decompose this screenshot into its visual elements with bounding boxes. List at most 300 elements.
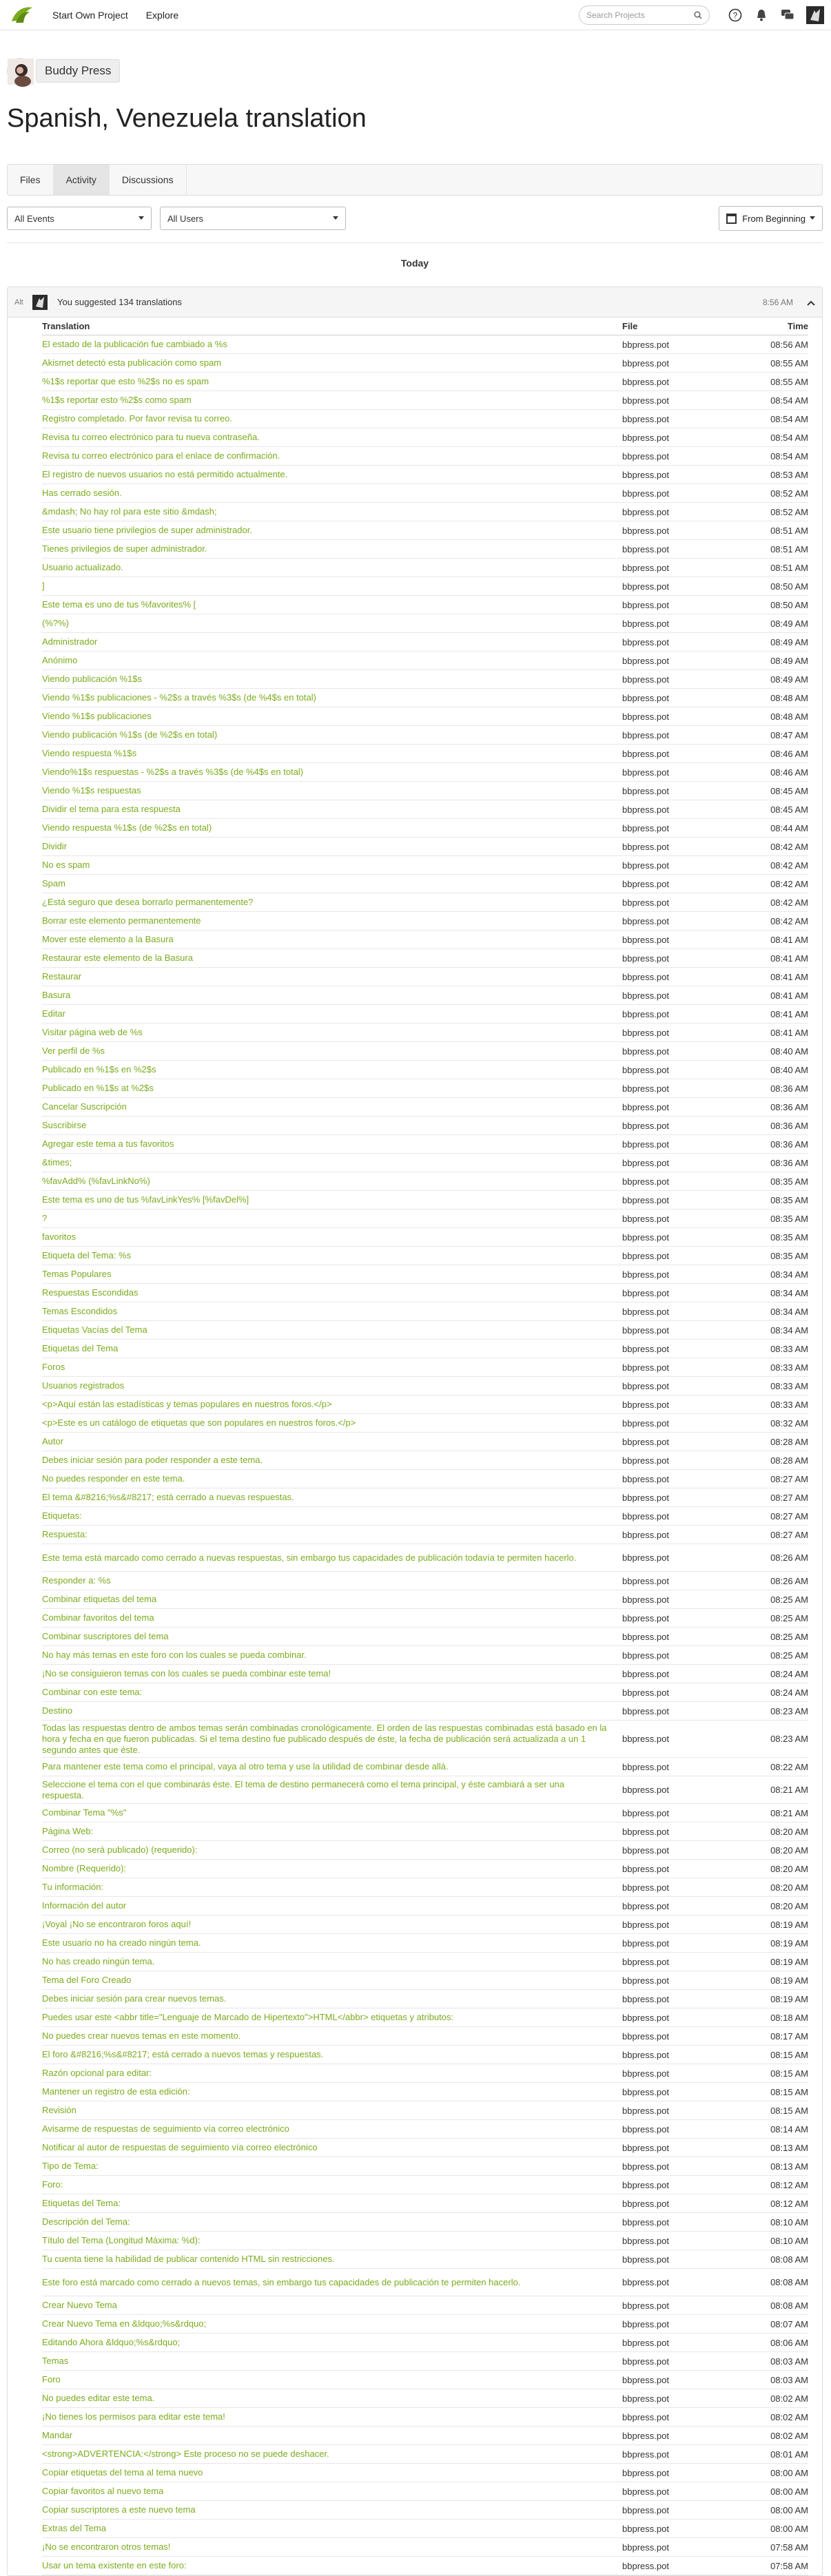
messages-icon[interactable] [777, 5, 798, 25]
translation-link[interactable]: Restaurar este elemento de la Basura [42, 953, 193, 963]
translation-link[interactable]: Registro completado. Por favor revisa tu correo. [42, 413, 233, 424]
translation-link[interactable]: ¡No se encontraron otros temas! [42, 2542, 171, 2552]
translation-link[interactable]: Este tema es uno de tus %favorites% [ [42, 599, 196, 610]
table-row [42, 1590, 808, 1609]
file-name: bbpress.pot [622, 1863, 669, 1874]
file-name: bbpress.pot [622, 2318, 669, 2329]
translation-link[interactable]: Copiar favoritos al nuevo tema [42, 2486, 164, 2496]
translation-link[interactable]: Combinar suscriptores del tema [42, 1631, 169, 1641]
row-time: 08:40 AM [770, 1046, 808, 1057]
translation-link[interactable]: No puedes crear nuevos temas en este momento. [42, 2030, 241, 2041]
row-time: 08:35 AM [770, 1194, 808, 1205]
translation-link[interactable]: Visitar página web de %s [42, 1027, 143, 1037]
translation-link[interactable]: Mantener un registro de esta edición: [42, 2086, 190, 2097]
translation-link[interactable]: ] [42, 581, 45, 591]
translation-link[interactable]: Publicado en %1$s en %2$s [42, 1064, 156, 1074]
file-name: bbpress.pot [622, 1650, 669, 1661]
row-time: 08:17 AM [770, 2030, 808, 2042]
row-time: 08:00 AM [770, 2523, 808, 2534]
bell-icon[interactable] [751, 5, 772, 25]
translation-link[interactable]: <p>Aquí están las estadísticas y temas populares en nuestros foros.</p> [42, 1399, 332, 1409]
translation-link[interactable]: %1$s reportar esto %2$s como spam [42, 395, 192, 405]
translation-link[interactable]: ? [42, 1213, 48, 1223]
table-row [42, 1302, 808, 1321]
top-navigation [0, 0, 831, 30]
table-row [42, 2194, 808, 2213]
file-name: bbpress.pot [622, 2012, 669, 2023]
table-row [42, 893, 808, 912]
logo-icon[interactable] [7, 3, 37, 27]
translation-link[interactable]: Etiqueta del Tema: %s [42, 1250, 132, 1260]
file-name: bbpress.pot [622, 1919, 669, 1930]
project-name[interactable]: Buddy Press [36, 59, 120, 83]
translation-link[interactable]: ¡No se consiguieron temas con los cuales se pueda combinar este tema! [42, 1668, 331, 1679]
translation-link[interactable]: Has cerrado sesión. [42, 488, 122, 498]
project-avatar[interactable] [7, 58, 33, 84]
file-name: bbpress.pot [622, 2523, 669, 2534]
translation-link[interactable]: Dividir el tema para esta respuesta [42, 804, 181, 814]
file-name: bbpress.pot [622, 2393, 669, 2404]
translation-link[interactable]: Viendo%1$s respuestas - %2$s a través %3$s (de %4$s en total) [42, 767, 304, 777]
translation-link[interactable]: Foro: [42, 2179, 63, 2190]
table-row [42, 1061, 808, 1079]
translation-link[interactable]: Etiquetas del Tema: [42, 2198, 121, 2208]
table-row [42, 2139, 808, 2157]
translation-link[interactable]: Este usuario no ha creado ningún tema. [42, 1938, 201, 1948]
translation-link[interactable]: Borrar este elemento permanentemente [42, 915, 201, 926]
table-row [42, 2120, 808, 2139]
file-name: bbpress.pot [622, 543, 669, 554]
translation-link[interactable]: Nombre (Requerido): [42, 1863, 127, 1873]
row-time: 08:50 AM [770, 599, 808, 610]
translation-link[interactable]: Viendo respuesta %1$s [42, 748, 137, 758]
row-time: 08:53 AM [770, 469, 808, 480]
translation-link[interactable]: El estado de la publicación fue cambiado a %s [42, 339, 227, 349]
table-row [42, 521, 808, 540]
translation-link[interactable]: Restaurar [42, 971, 82, 981]
row-time: 08:32 AM [770, 1417, 808, 1429]
events-filter-select[interactable] [7, 207, 152, 230]
translation-link[interactable]: Copiar etiquetas del tema al tema nuevo [42, 2467, 203, 2478]
table-row [42, 1433, 808, 1451]
file-name: bbpress.pot [622, 915, 669, 926]
translation-link[interactable]: Tienes privilegios de super administrador. [42, 543, 207, 554]
table-row [42, 968, 808, 986]
file-name: bbpress.pot [622, 413, 669, 424]
file-name: bbpress.pot [622, 841, 669, 852]
row-time: 08:54 AM [770, 395, 808, 406]
file-name: bbpress.pot [622, 1845, 669, 1856]
file-name: bbpress.pot [622, 729, 669, 740]
translation-link[interactable]: El registro de nuevos usuarios no está permitido actualmente. [42, 469, 288, 479]
users-filter-select[interactable] [160, 207, 346, 230]
translation-link[interactable]: Mover este elemento a la Basura [42, 934, 174, 944]
translation-link[interactable]: Este usuario tiene privilegios de super administrador. [42, 525, 252, 535]
row-time: 08:41 AM [770, 953, 808, 964]
row-time: 08:27 AM [770, 1529, 808, 1540]
table-row [42, 633, 808, 652]
row-time: 08:13 AM [770, 2142, 808, 2153]
table-row [42, 819, 808, 838]
file-name: bbpress.pot [622, 1993, 669, 2004]
file-name: bbpress.pot [622, 599, 669, 610]
translation-link[interactable]: Este foro está marcado como cerrado a nuevos temas, sin embargo tus capacidades de publicación te permiten hacerlo. [42, 2276, 521, 2287]
table-row [42, 1841, 808, 1860]
row-time: 08:22 AM [770, 1761, 808, 1772]
table-row [42, 503, 808, 521]
table-row [42, 1340, 808, 1358]
translation-link[interactable]: Basura [42, 990, 71, 1000]
table-row [42, 2352, 808, 2371]
translation-link[interactable]: Viendo respuesta %1$s (de %2$s en total) [42, 822, 212, 833]
translation-link[interactable]: Combinar etiquetas del tema [42, 1594, 157, 1604]
translation-link[interactable]: Este tema es uno de tus %favLinkYes% [%favDel%] [42, 1194, 249, 1205]
translation-link[interactable]: %1$s reportar que esto %2$s no es spam [42, 376, 209, 386]
tab-files[interactable]: Files [8, 165, 54, 195]
table-row [42, 1934, 808, 1953]
translations-table [8, 318, 822, 2575]
table-row [42, 856, 808, 875]
file-name: bbpress.pot [622, 2030, 669, 2042]
file-name: bbpress.pot [622, 1455, 669, 1466]
row-time: 08:49 AM [770, 655, 808, 666]
translation-link[interactable]: Debes iniciar sesión para crear nuevos temas. [42, 1993, 227, 2004]
table-row [42, 2482, 808, 2501]
translation-link[interactable]: Combinar favoritos del tema [42, 1612, 154, 1623]
translation-link[interactable]: Viendo publicación %1$s [42, 674, 143, 684]
file-name: bbpress.pot [622, 339, 669, 350]
row-time: 08:02 AM [770, 2430, 808, 2441]
table-row [42, 1116, 808, 1135]
row-time: 08:19 AM [770, 1956, 808, 1967]
row-time: 08:20 AM [770, 1900, 808, 1911]
translation-link[interactable]: Viendo %1$s respuestas [42, 785, 141, 796]
translation-link[interactable]: No hay más temas en este foro con los cuales se pueda combinar. [42, 1650, 307, 1660]
translation-link[interactable]: Mandar [42, 2430, 73, 2440]
file-name: bbpress.pot [622, 1705, 669, 1716]
table-row [42, 2176, 808, 2194]
file-name: bbpress.pot [622, 469, 669, 480]
translation-link[interactable]: Cancelar Suscripción [42, 1101, 127, 1112]
table-row [42, 1451, 808, 1470]
user-avatar[interactable] [806, 6, 824, 24]
chevron-down-icon [138, 216, 144, 220]
search-input[interactable] [579, 6, 710, 25]
file-name: bbpress.pot [622, 1734, 669, 1744]
activity-entry [7, 287, 823, 2576]
translation-link[interactable]: <p>Este es un catálogo de etiquetas que son populares en nuestros foros.</p> [42, 1417, 356, 1428]
page-title: Spanish, Venezuela translation [7, 104, 367, 133]
table-row [42, 484, 808, 503]
table-row [42, 763, 808, 782]
table-row [42, 2027, 808, 2046]
translation-link[interactable]: Respuestas Escondidas [42, 1287, 138, 1298]
file-name: bbpress.pot [622, 1287, 669, 1298]
translation-link[interactable]: ¡No tienes los permisos para editar este tema! [42, 2411, 225, 2422]
table-row [42, 2232, 808, 2250]
translation-link[interactable]: Viendo %1$s publicaciones - %2$s a través %3$s (de %4$s en total) [42, 692, 316, 703]
translation-link[interactable]: Usar un tema existente en este foro: [42, 2560, 187, 2570]
file-name: bbpress.pot [622, 897, 669, 908]
row-time: 08:34 AM [770, 1287, 808, 1298]
file-name: bbpress.pot [622, 1826, 669, 1837]
translation-link[interactable]: No puedes responder en este tema. [42, 1473, 185, 1484]
translation-link[interactable]: Spam [42, 878, 65, 889]
file-name: bbpress.pot [622, 1882, 669, 1893]
translation-link[interactable]: ¡Voyal ¡No se encontraron foros aquí! [42, 1919, 192, 1929]
translation-link[interactable]: Respuesta: [42, 1529, 88, 1539]
file-name: bbpress.pot [622, 1064, 669, 1075]
translation-link[interactable]: Descripción del Tema: [42, 2216, 130, 2227]
translation-link[interactable]: (%?%) [42, 618, 70, 628]
translation-link[interactable]: Anónimo [42, 655, 78, 665]
table-row [42, 2334, 808, 2352]
file-name: bbpress.pot [622, 2105, 669, 2116]
filter-bar [0, 196, 831, 233]
translation-link[interactable]: Usuario actualizado. [42, 562, 123, 572]
row-time: 08:33 AM [770, 1343, 808, 1354]
translation-link[interactable]: Dividir [42, 841, 68, 851]
row-time: 08:28 AM [770, 1436, 808, 1447]
translation-link[interactable]: Combinar Tema "%s" [42, 1807, 127, 1818]
translation-link[interactable]: Temas Populares [42, 1269, 112, 1279]
table-row [42, 1526, 808, 1544]
file-name: bbpress.pot [622, 2123, 669, 2134]
translation-link[interactable]: Editando Ahora &ldquo;%s&rdquo; [42, 2337, 181, 2347]
file-name: bbpress.pot [622, 506, 669, 517]
help-icon[interactable] [725, 5, 746, 25]
file-name: bbpress.pot [622, 2300, 669, 2311]
svg-text:?: ? [732, 10, 738, 20]
translation-link[interactable]: Tipo de Tema: [42, 2161, 99, 2171]
table-row [42, 1005, 808, 1024]
translation-link[interactable]: <strong>ADVERTENCIA:</strong> Este proceso no se puede deshacer. [42, 2449, 329, 2459]
translation-link[interactable]: Destino [42, 1705, 73, 1716]
translation-link[interactable]: Extras del Tema [42, 2523, 106, 2533]
row-time: 08:42 AM [770, 860, 808, 871]
translation-link[interactable]: Etiquetas del Tema [42, 1343, 119, 1353]
translation-link[interactable]: No puedes editar este tema. [42, 2393, 155, 2403]
table-row [42, 2046, 808, 2064]
translation-link[interactable]: &mdash; No hay rol para este sitio &mdash; [42, 506, 217, 517]
translation-link[interactable]: Revisa tu correo electrónico para el enlace de confirmación. [42, 450, 280, 461]
row-time: 08:54 AM [770, 450, 808, 461]
translation-link[interactable]: Temas Escondidos [42, 1306, 118, 1316]
file-name: bbpress.pot [622, 971, 669, 982]
translation-link[interactable]: &times; [42, 1157, 72, 1167]
translation-link[interactable]: Tu información: [42, 1882, 104, 1892]
user-avatar [32, 295, 48, 310]
table-row [42, 1860, 808, 1878]
row-time: 08:36 AM [770, 1120, 808, 1131]
file-name: bbpress.pot [622, 1083, 669, 1094]
table-row [42, 1915, 808, 1934]
translation-link[interactable]: Para mantener este tema como el principal, vaya al otro tema y use la utilidad de combinar desde allá. [42, 1761, 449, 1772]
translation-link[interactable]: Revisa tu correo electrónico para tu nueva contraseña. [42, 432, 260, 442]
translation-link[interactable]: Este tema está marcado como cerrado a nuevas respuestas, sin embargo tus capacidades de publicación todavía te permiten hacerlo. [42, 1552, 577, 1563]
file-name: bbpress.pot [622, 1194, 669, 1205]
file-name: bbpress.pot [622, 785, 669, 796]
date-range-button[interactable] [719, 206, 823, 231]
translation-link[interactable]: Temas [42, 2356, 69, 2366]
translation-link[interactable]: No es spam [42, 860, 90, 870]
translation-link[interactable]: Administrador [42, 636, 98, 647]
table-row [42, 1024, 808, 1042]
row-time: 08:25 AM [770, 1631, 808, 1642]
row-time: 08:08 AM [770, 2277, 808, 2287]
translation-link[interactable]: Razón opcional para editar: [42, 2068, 152, 2078]
translation-link[interactable]: Editar [42, 1008, 65, 1019]
table-row [42, 2464, 808, 2482]
translation-link[interactable]: No has creado ningún tema. [42, 1956, 155, 1966]
row-time: 08:49 AM [770, 618, 808, 629]
row-time: 08:15 AM [770, 2086, 808, 2097]
users-filter-value: All Users [167, 213, 204, 224]
file-name: bbpress.pot [622, 934, 669, 945]
translation-link[interactable]: Seleccione el tema con el que combinarás éste. El tema de destino permanecerá como el tema principal, y éste cambiará a ser una respuesta. [42, 1778, 565, 1800]
row-time: 08:14 AM [770, 2123, 808, 2134]
table-row [42, 707, 808, 726]
table-row [42, 2157, 808, 2176]
table-row [42, 1721, 808, 1758]
file-name: bbpress.pot [622, 2374, 669, 2385]
file-name: bbpress.pot [622, 1785, 669, 1795]
translation-link[interactable]: Combinar con este tema: [42, 1687, 143, 1697]
tab-discussions[interactable]: Discussions [110, 165, 187, 195]
translation-link[interactable]: Tu cuenta tiene la habilidad de publicar contenido HTML sin restricciones. [42, 2254, 335, 2264]
row-time: 08:42 AM [770, 915, 808, 926]
file-name: bbpress.pot [622, 1529, 669, 1540]
file-name: bbpress.pot [622, 2411, 669, 2422]
table-row [42, 2083, 808, 2101]
translation-link[interactable]: Tema del Foro Creado [42, 1975, 132, 1985]
translation-link[interactable]: Debes iniciar sesión para poder responder a este tema. [42, 1455, 263, 1465]
file-name: bbpress.pot [622, 1362, 669, 1373]
file-name: bbpress.pot [622, 1343, 669, 1354]
table-row [42, 428, 808, 447]
file-name: bbpress.pot [622, 804, 669, 815]
translation-link[interactable]: Información del autor [42, 1900, 127, 1911]
row-time: 08:23 AM [770, 1705, 808, 1716]
events-filter-value: All Events [14, 213, 54, 224]
file-name: bbpress.pot [622, 1325, 669, 1336]
translation-link[interactable]: Correo (no será publicado) (requerido): [42, 1845, 198, 1855]
translation-link[interactable]: Publicado en %1$s at %2$s [42, 1083, 154, 1093]
row-time: 08:08 AM [770, 2300, 808, 2311]
translation-link[interactable]: Agregar este tema a tus favoritos [42, 1139, 174, 1149]
table-row [42, 1079, 808, 1098]
translation-link[interactable]: Akismet detectó esta publicación como spam [42, 357, 222, 368]
translation-link[interactable]: Crear Nuevo Tema en &ldquo;%s&rdquo; [42, 2318, 207, 2329]
translation-link[interactable]: Suscribirse [42, 1120, 87, 1130]
file-name: bbpress.pot [622, 692, 669, 703]
row-time: 08:47 AM [770, 729, 808, 740]
translation-link[interactable]: El tema &#8216;%s&#8217; está cerrado a nuevas respuestas. [42, 1492, 294, 1502]
row-time: 08:40 AM [770, 1064, 808, 1075]
translation-link[interactable]: Notificar al autor de respuestas de seguimiento vía correo electrónico [42, 2142, 318, 2152]
translation-link[interactable]: Viendo publicación %1$s (de %2$s en total) [42, 729, 218, 740]
translation-link[interactable]: ¿Está seguro que desea borrarlo permanentemente? [42, 897, 254, 907]
translation-link[interactable]: %favAdd% (%favLinkNo%) [42, 1176, 150, 1186]
file-name: bbpress.pot [622, 1269, 669, 1280]
table-body [42, 335, 808, 2575]
row-time: 08:36 AM [770, 1083, 808, 1094]
table-row [42, 1683, 808, 1702]
translation-link[interactable]: Etiquetas: [42, 1510, 82, 1521]
translation-link[interactable]: Ver perfil de %s [42, 1046, 105, 1056]
table-row [42, 1154, 808, 1172]
row-time: 08:10 AM [770, 2216, 808, 2227]
translation-link[interactable]: Usuarios registrados [42, 1380, 125, 1391]
translation-link[interactable]: Etiquetas Vacías del Tema [42, 1325, 147, 1335]
table-row [42, 2538, 808, 2557]
activity-type-label: Alt [14, 298, 23, 307]
row-time: 08:50 AM [770, 581, 808, 592]
file-name: bbpress.pot [622, 2086, 669, 2097]
chevron-down-icon [333, 216, 338, 220]
row-time: 08:24 AM [770, 1687, 808, 1698]
row-time: 08:34 AM [770, 1306, 808, 1317]
translation-link[interactable]: Página Web: [42, 1826, 94, 1836]
file-name: bbpress.pot [622, 878, 669, 889]
row-time: 08:15 AM [770, 2049, 808, 2060]
table-row [42, 931, 808, 949]
row-time: 08:08 AM [770, 2254, 808, 2265]
translation-link[interactable]: Puedes usar este <abbr title="Lenguaje de Marcado de Hipertexto">HTML</abbr> etiquetas y atributos: [42, 2012, 454, 2022]
translation-link[interactable]: El foro &#8216;%s&#8217; está cerrado a nuevos temas y respuestas. [42, 2049, 324, 2059]
file-name: bbpress.pot [622, 2254, 669, 2265]
translation-link[interactable]: Revisión [42, 2105, 76, 2115]
row-time: 08:44 AM [770, 822, 808, 833]
translation-link[interactable]: Autor [42, 1436, 64, 1446]
file-name: bbpress.pot [622, 1552, 669, 1563]
column-translation: Translation [42, 320, 90, 331]
translation-link[interactable]: Foro [42, 2374, 61, 2385]
tab-activity[interactable]: Activity [54, 165, 110, 195]
file-name: bbpress.pot [622, 2277, 669, 2287]
file-name: bbpress.pot [622, 1157, 669, 1168]
translation-link[interactable]: Viendo %1$s publicaciones [42, 711, 152, 721]
translation-link[interactable]: Foros [42, 1362, 65, 1372]
table-row [42, 1488, 808, 1507]
file-name: bbpress.pot [622, 2542, 669, 2553]
file-name: bbpress.pot [622, 1492, 669, 1503]
table-row [42, 1758, 808, 1776]
explore-link[interactable]: Explore [145, 9, 179, 21]
table-row [42, 2389, 808, 2408]
project-breadcrumb [0, 30, 831, 92]
file-name: bbpress.pot [622, 1473, 669, 1484]
table-row [42, 1953, 808, 1971]
activity-header[interactable] [8, 287, 822, 318]
translation-link[interactable]: favoritos [42, 1232, 76, 1242]
start-project-link[interactable]: Start Own Project [52, 9, 128, 21]
collapse-chevron-icon[interactable] [807, 297, 815, 308]
row-time: 07:58 AM [770, 2560, 808, 2571]
row-time: 08:26 AM [770, 1552, 808, 1563]
table-row [42, 614, 808, 633]
translation-link[interactable]: Todas las respuestas dentro de ambos temas serán combinadas cronológicamente. El orden de las respuestas combinadas está basado en la hora y fecha en que fueron publicadas. Si el tema destino fue publicado después de éste, la fecha de publicación será actualizada a un 1 segundo antes que éste. [42, 1722, 607, 1755]
translation-link[interactable]: Avisarme de respuestas de seguimiento vía correo electrónico [42, 2123, 289, 2134]
table-row [42, 2296, 808, 2315]
translation-link[interactable]: Copiar suscriptores a este nuevo tema [42, 2504, 196, 2515]
translation-link[interactable]: Crear Nuevo Tema [42, 2300, 117, 2310]
translation-link[interactable]: Responder a: %s [42, 1575, 111, 1586]
translation-link[interactable]: Título del Tema (Longitud Máxima: %d): [42, 2235, 201, 2245]
table-row [42, 1358, 808, 1377]
table-row [42, 540, 808, 559]
file-name: bbpress.pot [622, 1213, 669, 1224]
